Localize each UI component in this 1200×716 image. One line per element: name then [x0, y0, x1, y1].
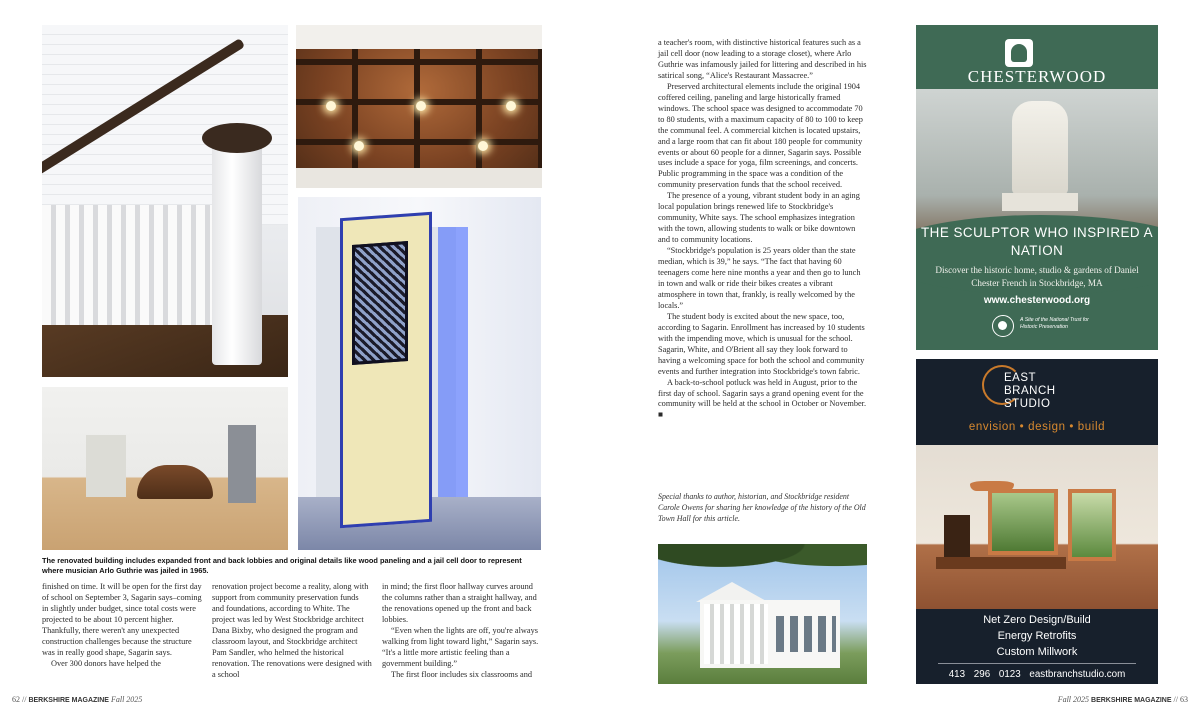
paragraph: in mind; the first floor hallway curves around the columns rather than a straight hallway, and the renovations opened up the front and back lobbies.	[382, 582, 537, 624]
tagline-1: Net Zero Design/Build	[983, 614, 1091, 626]
ad-brand: CHESTERWOOD	[967, 67, 1107, 86]
paragraph: “Even when the lights are off, you're always walking from light toward light,” Sagarin says. “It's a little more artistic feeling than a government building.”	[382, 625, 539, 668]
magazine-name: BERKSHIRE MAGAZINE	[28, 697, 109, 704]
chesterwood-logo-icon	[1005, 39, 1033, 67]
paragraph: “Stockbridge's population is 25 years older than the state median, which is 39,” he says. “The fact that having 60 teenagers come here nine months a year and then go to lunch in town and walk or ride their bikes creates a vibrant atmosphere in town that, frankly, is really welcomed by the locals.”	[658, 246, 861, 310]
ad-contact	[916, 669, 1158, 680]
magazine-name: BERKSHIRE MAGAZINE	[1091, 697, 1172, 704]
ad-description: Discover the historic home, studio & gardens of Daniel Chester French in Stockbridge, MA	[935, 265, 1139, 288]
coffered-ceiling-photo	[296, 25, 542, 188]
page-number: 62	[12, 695, 20, 704]
acknowledgement-note: Special thanks to author, historian, and Stockbridge resident Carole Owens for sharing her knowledge of the history of the Old Town Hall for this article.	[658, 492, 866, 523]
paragraph: The first floor includes six classrooms and	[391, 669, 533, 679]
tagline-2: Energy Retrofits	[997, 630, 1077, 642]
paragraph: a teacher's room, with distinctive historical features such as a jail cell door (now leading to a storage closet), where Arlo Guthrie was infamously jailed for littering and described in his satirical song, “Alice's Restaurant Massacree.”	[658, 38, 867, 80]
paragraph: Over 300 donors have helped the	[51, 658, 161, 668]
ad-taglines	[916, 612, 1158, 660]
ad-headline: THE SCULPTOR WHO INSPIRED A NATION	[921, 225, 1153, 258]
photo-caption: The renovated building includes expanded front and back lobbies and original details like wood paneling and a jail cell door to represent where musician Arlo Guthrie was jailed in 1965.	[42, 556, 522, 575]
paragraph: A back-to-school potluck was held in August, prior to the first day of school. Sagarin says a grand opening event for the community will be held at the school in October or November. ■	[658, 377, 867, 420]
brand-line-2: BRANCH	[1004, 385, 1056, 397]
page-number: 63	[1180, 695, 1188, 704]
national-trust-text: A Site of the National Trust for Historic Preservation	[1020, 317, 1089, 330]
folio-right: Fall 2025 BERKSHIRE MAGAZINE // 63	[1057, 695, 1188, 704]
ad-website-link[interactable]: www.chesterwood.org	[983, 295, 1091, 306]
folio-left: 62 // BERKSHIRE MAGAZINE Fall 2025	[12, 695, 143, 704]
paragraph: The student body is excited about the new space, too, according to Sagarin. Enrollment has increased by 10 students with the impending move, which is unusual for the school. Sagarin, White, and O'Brient all say they look forward to having a welcoming space for both the school and community events and further integration into Stockbridge's town fabric.	[658, 311, 865, 376]
ad-brand	[1004, 372, 1124, 411]
ad-website-link[interactable]: eastbranchstudio.com	[1029, 669, 1126, 680]
article-column-3	[382, 582, 542, 681]
east-branch-studio-ad[interactable]	[916, 359, 1158, 684]
paragraph: The presence of a young, vibrant student body in an aging local population brings renewed life to Stockbridge's community, White says. The school emphasizes integration with the town, allowing students to walk or bike downtown and to community locations.	[658, 191, 860, 245]
staircase-photo	[42, 25, 288, 377]
paragraph: finished on time. It will be open for the first day of school on September 3, Sagarin says–coming in slightly under budget, since total costs were projected to be about 10 percent higher. Thankfully, there weren't any unexpected construction challenges because the structure was in really good shape, Sagarin says.	[42, 582, 202, 657]
brand-line-1: EAST	[1004, 372, 1037, 384]
lobby-photo	[42, 387, 288, 550]
article-column-2	[212, 582, 372, 681]
phone-number: 413 296 0123	[948, 669, 1021, 680]
national-trust-seal-icon	[992, 315, 1014, 337]
paragraph: renovation project become a reality, along with support from community preservation funds and foundations, according to White. The project was led by West Stockbridge architect Dana Bixby, who designed the program and classroom layout, and Stockbridge architect Pam Sandler, who helmed the historical renovation. The renovations were designed with a school	[212, 582, 372, 679]
article-column-1	[42, 582, 202, 670]
divider	[938, 663, 1136, 664]
old-town-hall-photo	[658, 544, 867, 684]
paragraph: Preserved architectural elements include the original 1904 coffered ceiling, paneling and large historically framed windows. The school space was designed to accommodate 70 to 80 students, with a maximum capacity of 80 to 100 to keep the communal feel. A commercial kitchen is located upstairs, and a large room that can fit about 180 people for community events or about 60 people for a dinner, Sagarin says. Possible uses include a space for yoga, film screenings, and concerts. Public programming in the space was a condition of the community preservation funds that the school received.	[658, 81, 863, 190]
tagline-3: Custom Millwork	[996, 646, 1078, 658]
brand-line-3: STUDIO	[1004, 398, 1051, 410]
article-column-4	[658, 38, 868, 421]
jail-cell-door-photo	[298, 197, 541, 550]
issue-season: Fall 2025	[110, 695, 143, 704]
ad-services: envision • design • build	[968, 421, 1106, 433]
dining-room-photo	[916, 445, 1158, 609]
issue-season: Fall 2025	[1057, 695, 1090, 704]
chesterwood-ad[interactable]	[916, 25, 1158, 350]
national-trust-badge	[992, 315, 1102, 337]
